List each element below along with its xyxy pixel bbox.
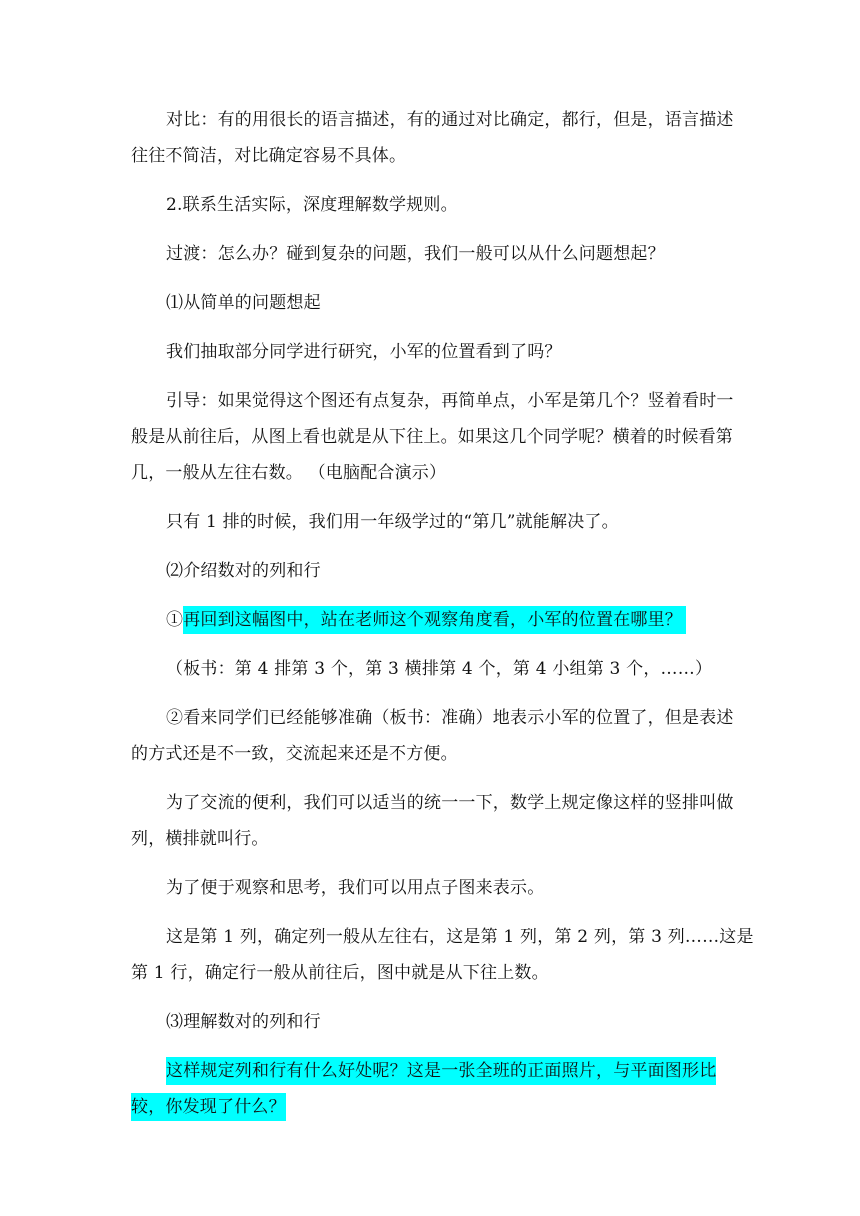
paragraph-text: 对比：有的用很长的语言描述，有的通过对比确定，都行，但是，语言描述 — [166, 110, 734, 130]
board-note: （板书：第 4 排第 3 个，第 3 横排第 4 个，第 4 小组第 3 个，……） — [166, 659, 713, 679]
paragraph-text: 为了交流的便利，我们可以适当的统一一下，数学上规定像这样的竖排叫做 — [166, 793, 734, 813]
paragraph-text: 第 1 行，确定行一般从前往后，图中就是从下往上数。 — [131, 963, 549, 983]
paragraph-text: 引导：如果觉得这个图还有点复杂，再简单点，小军是第几个？竖着看时一 — [166, 391, 734, 411]
paragraph-text: 般是从前往后，从图上看也就是从下往上。如果这几个同学呢？横着的时候看第 — [131, 427, 733, 447]
subsection-heading: ⑴从简单的问题想起 — [166, 293, 321, 313]
highlighted-question — [166, 1060, 716, 1082]
highlight-text: 较，你发现了什么？ — [131, 1093, 286, 1121]
highlight-text: 再回到这幅图中，站在老师这个观察角度看，小军的位置在哪里？ — [183, 606, 686, 634]
highlighted-question — [131, 1096, 286, 1118]
highlight-text: 这样规定列和行有什么好处呢？这是一张全班的正面照片，与平面图形比 — [166, 1057, 716, 1085]
subsection-heading: ⑵介绍数对的列和行 — [166, 561, 321, 581]
paragraph-text: 列，横排就叫行。 — [131, 829, 269, 849]
paragraph-text: 这是第 1 列，确定列一般从左往右，这是第 1 列，第 2 列，第 3 列……这是 — [166, 927, 754, 947]
paragraph-text: 我们抽取部分同学进行研究，小军的位置看到了吗？ — [166, 342, 562, 362]
subsection-heading: ⑶理解数对的列和行 — [166, 1012, 321, 1032]
paragraph-text: 过渡：怎么办？碰到复杂的问题，我们一般可以从什么问题想起？ — [166, 244, 665, 264]
paragraph-text: 往往不简洁，对比确定容易不具体。 — [131, 146, 407, 166]
paragraph-text: 为了便于观察和思考，我们可以用点子图来表示。 — [166, 878, 545, 898]
list-marker: ① — [166, 610, 184, 630]
paragraph-text: 的方式还是不一致，交流起来还是不方便。 — [131, 744, 458, 764]
section-heading: 2.联系生活实际，深度理解数学规则。 — [166, 195, 458, 215]
paragraph-text: 几，一般从左往右数。 （电脑配合演示） — [131, 463, 447, 483]
paragraph-text: 只有 1 排的时候，我们用一年级学过的“第几”就能解决了。 — [166, 512, 619, 532]
paragraph-text: ②看来同学们已经能够准确（板书：准确）地表示小军的位置了，但是表述 — [166, 708, 734, 728]
highlighted-question — [166, 609, 686, 631]
